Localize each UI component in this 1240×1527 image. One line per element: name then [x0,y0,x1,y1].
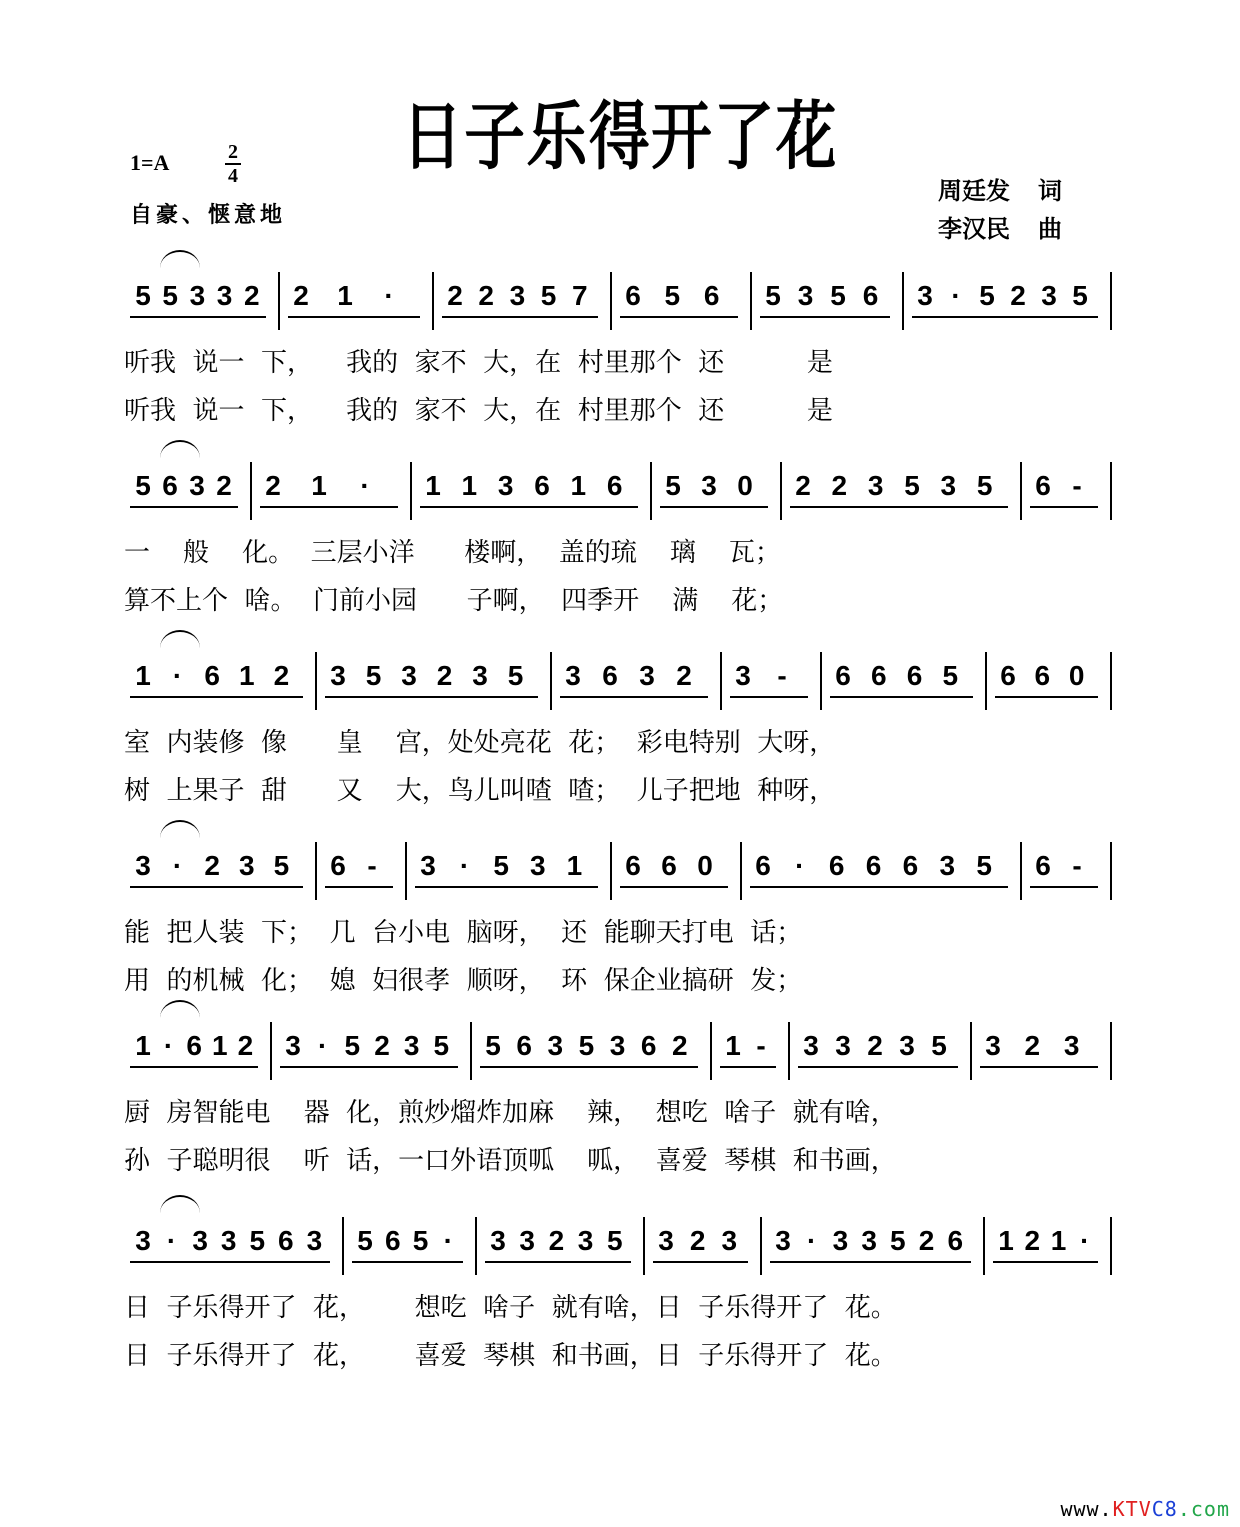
note: - [367,850,377,881]
beam-line [750,886,1008,888]
barline [643,1217,645,1275]
note: 2 [237,1030,254,1061]
note: 1 [461,470,478,501]
note: · [1080,1225,1090,1256]
notes-row [120,272,1120,332]
lyrics-verse-1: 日 子乐得开了 花， 想吃 啥子 就有啥，日 子乐得开了 花。 [124,1293,897,1323]
note: 6 [828,850,845,881]
note: 3 [735,660,751,691]
note: 3 [701,470,717,501]
note: 3 [721,1225,738,1256]
lyrics-verse-2: 树 上果子 甜 又 大，鸟儿叫喳 喳； 儿子把地 种呀， [124,776,836,806]
note: 1 [212,1030,228,1061]
slur-mark [160,630,200,648]
note: 3 [403,1030,420,1061]
beam-line [1030,506,1098,508]
slur-mark [160,1195,200,1213]
beam-line [760,316,890,318]
barline [780,462,782,520]
barline [983,1217,985,1275]
note: 6 [1035,850,1051,881]
key-signature: 1=A [130,150,170,175]
note: 5 [830,280,846,311]
note: 2 [1024,1030,1041,1061]
note: 6 [906,660,923,691]
beam-line [130,506,238,508]
beam-line [442,316,598,318]
note: 6 [162,470,178,501]
note: 5 [607,1225,623,1256]
barline [342,1217,344,1275]
notes-row [120,1022,1120,1082]
beam-line [288,316,420,318]
lyricist-credit [938,172,1062,210]
note: 5 [249,1225,266,1256]
note: 3 [609,1030,626,1061]
note: 5 [433,1030,450,1061]
lyrics-verse-1: 一 般 化。 三层小洋 楼啊， 盖的琉 璃 瓦； [124,538,781,568]
barline [405,842,407,900]
beam-line [980,1066,1098,1068]
note: · [443,1225,453,1256]
note: 3 [899,1030,915,1061]
beam-line [830,696,973,698]
note: 3 [835,1030,851,1061]
barline [610,272,612,330]
note: 2 [447,280,463,311]
note: 3 [658,1225,674,1256]
barline [970,1022,972,1080]
system-6 [120,1195,1120,1385]
beam-line [260,506,398,508]
barline [1110,462,1112,520]
barline [475,1217,477,1275]
system-2 [120,440,1120,630]
note: 5 [135,470,151,501]
note: 1 [998,1225,1014,1256]
lyrics-verse-2: 孙 子聪明很 听 话，一口外语顶呱 呱， 喜爱 琴棋 和书画， [124,1146,897,1176]
note: · [166,1225,177,1256]
note: 2 [1024,1225,1041,1256]
beam-line [993,1261,1098,1263]
slur-mark [160,250,200,268]
note: 6 [703,280,720,311]
credits [938,172,1062,248]
slur-mark [160,820,200,838]
note: 5 [765,280,781,311]
note: 5 [664,280,681,311]
note: 2 [478,280,494,311]
barline [710,1022,712,1080]
note: 1 [337,280,353,311]
note: 5 [357,1225,373,1256]
beam-line [130,696,303,698]
note: 2 [436,660,453,691]
note: 0 [737,470,753,501]
note: 6 [1000,660,1016,691]
beam-line [130,886,303,888]
lyrics-verse-1: 室 内装修 像 皇 宫，处处亮花 花； 彩电特别 大呀， [124,728,836,758]
note: 5 [979,280,995,311]
note: 2 [795,470,811,501]
lyricist-name: 周廷发 [938,177,1010,205]
watermark [1060,1497,1230,1521]
note: 5 [540,280,557,311]
note: 5 [890,1225,906,1256]
barline [432,272,434,330]
tempo-marking: 自豪、惬意地 [130,203,287,228]
note: 5 [135,280,151,311]
notes-row [120,462,1120,522]
note: 3 [189,470,205,501]
beam-line [730,696,808,698]
watermark-brand-blue: C8 [1151,1497,1178,1521]
barline [650,462,652,520]
note: 6 [625,280,641,311]
barline [760,1217,762,1275]
watermark-prefix: www. [1060,1497,1113,1521]
note: 3 [220,1225,237,1256]
note: 6 [835,660,851,691]
beam-line [130,316,266,318]
note: 1 [725,1030,741,1061]
note: 3 [1063,1030,1080,1061]
note: 3 [472,660,488,691]
note: 6 [278,1225,294,1256]
note: 3 [639,660,655,691]
note: 3 [401,660,417,691]
beam-line [912,316,1098,318]
beam-line [660,506,768,508]
note: 5 [931,1030,947,1061]
note: 5 [904,470,920,501]
note: · [807,1225,817,1256]
beam-line [352,1261,463,1263]
barline [720,652,722,710]
note: 3 [239,850,255,881]
note: · [384,280,394,311]
beam-line [480,1066,698,1068]
barline [788,1022,790,1080]
barline [1110,272,1112,330]
note: - [777,660,787,691]
note: 6 [865,850,882,881]
note: 5 [344,1030,361,1061]
composer-credit [938,210,1062,248]
note: 5 [365,660,382,691]
note: 3 [530,850,546,881]
note: 7 [572,280,588,311]
note: 1 [566,850,583,881]
beam-line [798,1066,958,1068]
lyrics-verse-2: 算不上个 啥。 门前小园 子啊， 四季开 满 花； [124,586,784,616]
lyrics-verse-1: 听我 说一 下， 我的 家不 大，在 村里那个 还 是 [124,348,833,378]
notes-row [120,842,1120,902]
note: 6 [204,660,220,691]
note: 3 [985,1030,1001,1061]
note: 1 [135,660,151,691]
note: 3 [189,280,206,311]
note: 3 [490,1225,506,1256]
time-signature-bottom: 4 [228,165,238,187]
beam-line [790,506,1008,508]
beam-line [325,696,538,698]
barline [902,272,904,330]
watermark-brand-red: KTV [1112,1497,1152,1521]
note: 6 [902,850,919,881]
barline [270,1022,272,1080]
note: 5 [578,1030,595,1061]
note: 3 [547,1030,564,1061]
note: 2 [689,1225,706,1256]
beam-line [130,1261,330,1263]
note: 5 [507,660,524,691]
beam-line [420,506,638,508]
beam-line [560,696,708,698]
system-4 [120,820,1120,1010]
note: 5 [412,1225,429,1256]
slur-mark [160,440,200,458]
lyrics-verse-1: 厨 房智能电 器 化，煎炒熘炸加麻 辣， 想吃 啥子 就有啥， [124,1098,897,1128]
barline [1110,1022,1112,1080]
barline [1110,842,1112,900]
note: 3 [775,1225,791,1256]
note: 3 [803,1030,819,1061]
note: 2 [273,660,290,691]
note: 6 [186,1030,202,1061]
note: 3 [917,280,933,311]
barline [985,652,987,710]
note: 6 [1035,470,1051,501]
note: 3 [939,850,956,881]
barline [1020,842,1022,900]
note: 2 [676,660,692,691]
note: 3 [330,660,346,691]
barline [1110,652,1112,710]
barline [278,272,280,330]
beam-line [1030,886,1098,888]
note: 3 [509,280,526,311]
note: 3 [867,470,884,501]
barline [470,1022,472,1080]
note: 3 [285,1030,301,1061]
note: · [459,850,470,881]
note: 1 [1050,1225,1067,1256]
beam-line [620,886,728,888]
note: · [317,1030,328,1061]
slur-mark [160,1000,200,1018]
note: 6 [755,850,771,881]
note: 3 [497,470,514,501]
beam-line [280,1066,458,1068]
note: 2 [548,1225,565,1256]
note: 6 [661,850,677,881]
note: 2 [204,850,220,881]
note: 3 [135,850,151,881]
note: 3 [420,850,436,881]
system-3 [120,630,1120,820]
note: 6 [870,660,887,691]
note: 2 [293,280,309,311]
note: 6 [330,850,346,881]
time-signature [225,142,241,186]
composer-name: 李汉民 [938,215,1010,243]
note: 6 [606,470,623,501]
note: · [172,850,183,881]
note: 6 [640,1030,657,1061]
beam-line [130,1066,258,1068]
note: 0 [1068,660,1085,691]
note: 1 [239,660,255,691]
time-signature-top: 2 [228,141,238,163]
note: 2 [672,1030,688,1061]
beam-line [620,316,738,318]
beam-line [720,1066,776,1068]
note: 6 [947,1225,964,1256]
lyrics-verse-2: 日 子乐得开了 花， 喜爱 琴棋 和书画，日 子乐得开了 花。 [124,1341,897,1371]
beam-line [485,1261,631,1263]
note: · [795,850,805,881]
note: 5 [976,850,992,881]
note: - [1072,470,1082,501]
note: 6 [384,1225,401,1256]
note: 6 [602,660,618,691]
note: 1 [570,470,587,501]
note: 6 [516,1030,532,1061]
notes-row [120,1217,1120,1277]
barline [1110,1217,1112,1275]
note: 3 [861,1225,877,1256]
note: 3 [832,1225,849,1256]
lyrics-verse-2: 听我 说一 下， 我的 家不 大，在 村里那个 还 是 [124,396,833,426]
note: 5 [493,850,509,881]
note: 1 [311,470,327,501]
note: 6 [625,850,641,881]
note: 3 [940,470,957,501]
note: 5 [162,280,178,311]
note: 6 [1034,660,1051,691]
note: 1 [135,1030,151,1061]
barline [250,462,252,520]
note: 3 [797,280,814,311]
composer-role: 曲 [1038,215,1062,243]
notes-row [120,652,1120,712]
barline [315,842,317,900]
note: · [951,280,961,311]
note: 2 [216,470,232,501]
barline [1020,462,1022,520]
note: 6 [862,280,879,311]
note: 5 [273,850,290,881]
beam-line [415,886,598,888]
note: 1 [425,470,441,501]
note: 2 [918,1225,935,1256]
note: 5 [485,1030,501,1061]
note: 3 [1041,280,1057,311]
note: 2 [244,280,260,311]
beam-line [653,1261,748,1263]
note: 2 [831,470,848,501]
barline [315,652,317,710]
barline [820,652,822,710]
note: 5 [1072,280,1088,311]
note: 3 [519,1225,535,1256]
system-5 [120,1000,1120,1190]
watermark-suffix: .com [1177,1497,1230,1521]
note: 3 [577,1225,594,1256]
note: 2 [265,470,281,501]
beam-line [995,696,1098,698]
note: · [172,660,183,691]
note: 3 [565,660,581,691]
barline [410,462,412,520]
note: 2 [867,1030,883,1061]
barline [550,652,552,710]
note: · [163,1030,174,1061]
beam-line [770,1261,971,1263]
lyrics-verse-1: 能 把人装 下； 几 台小电 脑呀， 还 能聊天打电 话； [124,918,803,948]
barline [750,272,752,330]
note: 2 [374,1030,390,1061]
note: 5 [665,470,681,501]
note: - [1072,850,1082,881]
system-1 [120,250,1120,440]
barline [610,842,612,900]
note: 3 [216,280,233,311]
note: · [360,470,370,501]
beam-line [325,886,393,888]
note: 5 [942,660,959,691]
note: 3 [306,1225,323,1256]
note: 2 [1010,280,1026,311]
lyrics-verse-2: 用 的机械 化； 媳 妇很孝 顺呀， 环 保企业搞研 发； [124,966,803,996]
note: 3 [135,1225,151,1256]
song-title: 日子乐得开了花 [401,94,839,180]
note: - [756,1030,766,1061]
note: 5 [976,470,993,501]
barline [740,842,742,900]
note: 0 [697,850,713,881]
note: 6 [534,470,550,501]
lyricist-role: 词 [1038,177,1062,205]
note: 3 [192,1225,208,1256]
